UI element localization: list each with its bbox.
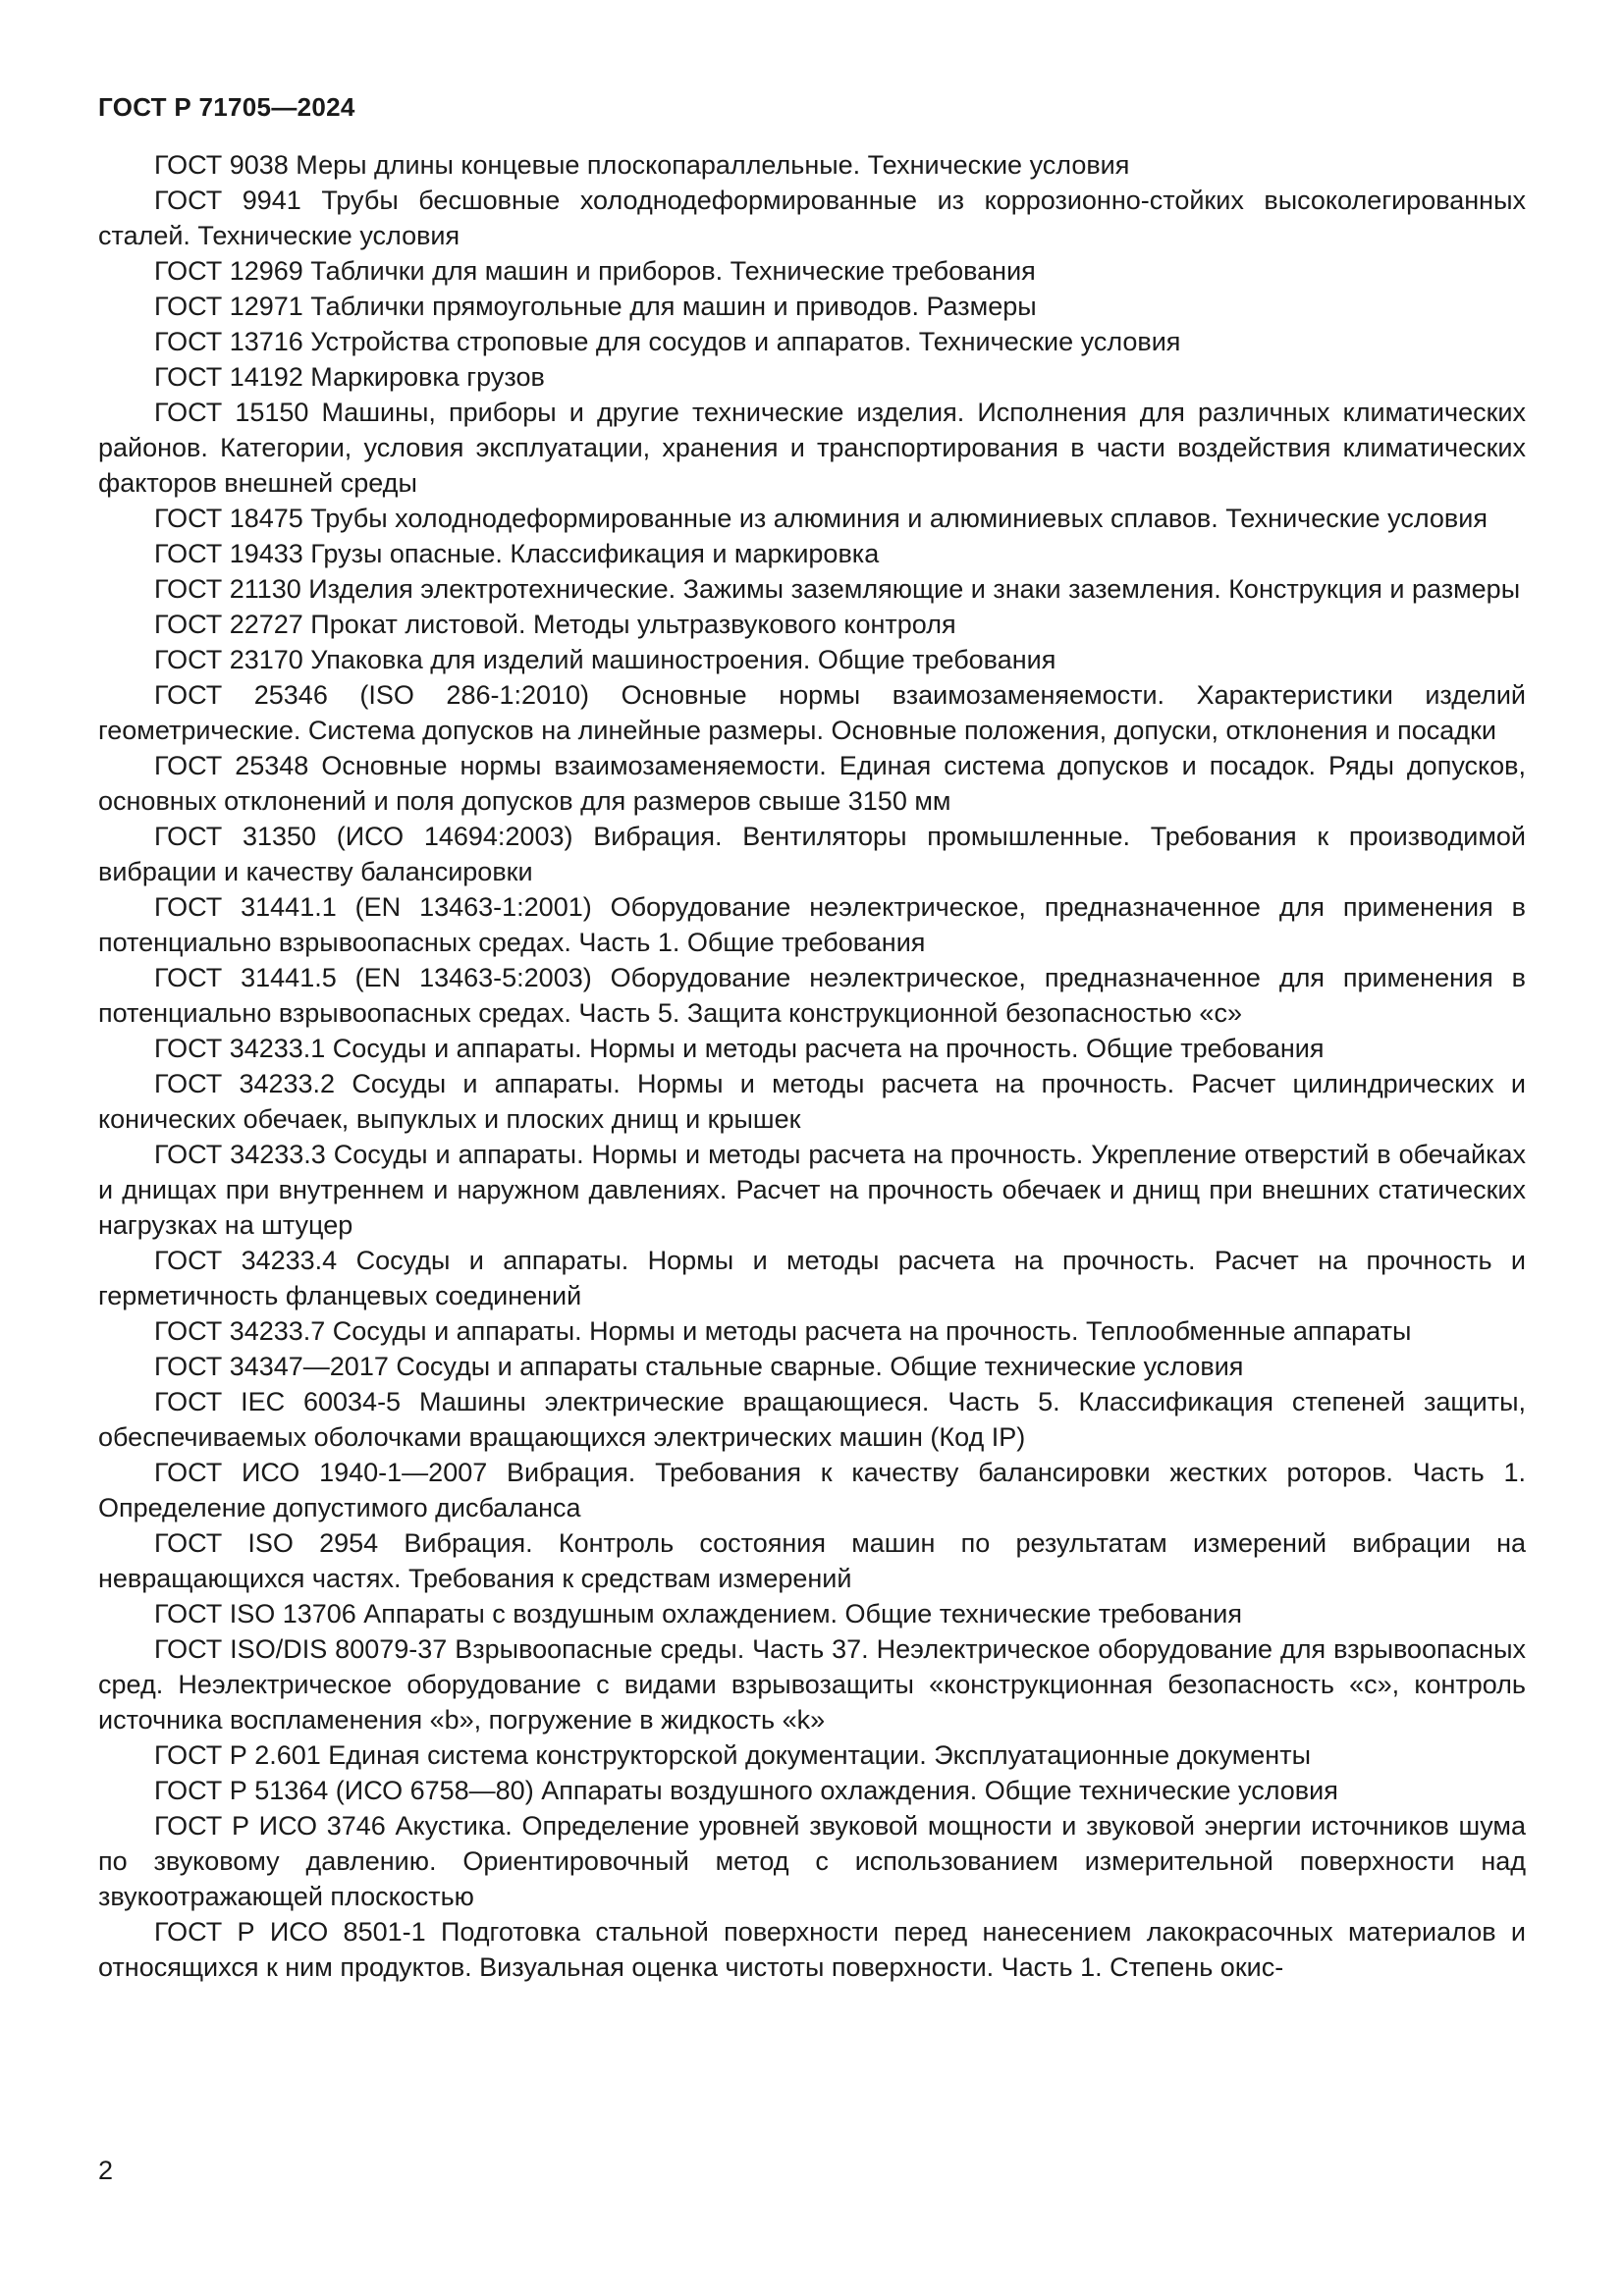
references-list <box>98 147 1526 1985</box>
reference-paragraph: ГОСТ Р ИСО 3746 Акустика. Определение уровней звуковой мощности и звуковой энергии источников шума по звуковому давлению. Ориентировочный метод с использованием измерительной поверхности над звукоотражающей плоскостью <box>98 1811 1526 1911</box>
reference-paragraph: ГОСТ 25348 Основные нормы взаимозаменяемости. Единая система допусков и посадок. Ряды допусков, основных отклонений и поля допусков для размеров свыше 3150 мм <box>98 751 1526 816</box>
reference-paragraph: ГОСТ 19433 Грузы опасные. Классификация и маркировка <box>154 539 880 568</box>
reference-paragraph: ГОСТ 34233.7 Сосуды и аппараты. Нормы и методы расчета на прочность. Теплообменные аппараты <box>154 1316 1412 1346</box>
reference-paragraph: ГОСТ 23170 Упаковка для изделий машиностроения. Общие требования <box>154 645 1056 674</box>
reference-paragraph: ГОСТ Р 2.601 Единая система конструкторской документации. Эксплуатационные документы <box>154 1740 1311 1770</box>
reference-paragraph: ГОСТ 34233.2 Сосуды и аппараты. Нормы и методы расчета на прочность. Расчет цилиндрических и конических обечаек, выпуклых и плоских днищ и крышек <box>98 1069 1526 1134</box>
reference-paragraph: ГОСТ ИСО 1940-1—2007 Вибрация. Требования к качеству балансировки жестких роторов. Часть 1. Определение допустимого дисбаланса <box>98 1458 1526 1522</box>
reference-paragraph: ГОСТ 34233.3 Сосуды и аппараты. Нормы и методы расчета на прочность. Укрепление отверстий в обечайках и днищах при внутреннем и наружном давлениях. Расчет на прочность обечаек и днищ при внешних статических нагрузках на штуцер <box>98 1140 1526 1240</box>
reference-paragraph: ГОСТ 14192 Маркировка грузов <box>154 362 545 392</box>
reference-paragraph: ГОСТ Р ИСО 8501-1 Подготовка стальной поверхности перед нанесением лакокрасочных материалов и относящихся к ним продуктов. Визуальная оценка чистоты поверхности. Часть 1. Степень окис- <box>98 1917 1526 1982</box>
reference-paragraph: ГОСТ ISO 2954 Вибрация. Контроль состояния машин по результатам измерений вибрации на невращающихся частях. Требования к средствам измерений <box>98 1528 1526 1593</box>
reference-paragraph: ГОСТ IEC 60034-5 Машины электрические вращающиеся. Часть 5. Классификация степеней защиты, обеспечиваемых оболочками вращающихся электрических машин (Код IP) <box>98 1387 1526 1452</box>
document-header: ГОСТ Р 71705—2024 <box>98 92 355 122</box>
reference-paragraph: ГОСТ 21130 Изделия электротехнические. Зажимы заземляющие и знаки заземления. Конструкция и размеры <box>154 574 1521 604</box>
reference-paragraph: ГОСТ 31350 (ИСО 14694:2003) Вибрация. Вентиляторы промышленные. Требования к производимой вибрации и качеству балансировки <box>98 822 1526 886</box>
reference-paragraph: ГОСТ Р 51364 (ИСО 6758—80) Аппараты воздушного охлаждения. Общие технические условия <box>154 1776 1338 1805</box>
reference-paragraph: ГОСТ 13716 Устройства строповые для сосудов и аппаратов. Технические условия <box>154 327 1181 356</box>
reference-paragraph: ГОСТ 12969 Таблички для машин и приборов. Технические требования <box>154 256 1036 286</box>
reference-paragraph: ГОСТ ISO/DIS 80079-37 Взрывоопасные среды. Часть 37. Неэлектрическое оборудование для взрывоопасных сред. Неэлектрическое оборудование с видами взрывозащиты «конструкционная безопасность «c», контроль источника воспламенения «b», погружение в жидкость «k» <box>98 1634 1526 1735</box>
reference-paragraph: ГОСТ 18475 Трубы холоднодеформированные из алюминия и алюминиевых сплавов. Технические условия <box>154 504 1488 533</box>
reference-paragraph: ГОСТ 12971 Таблички прямоугольные для машин и приводов. Размеры <box>154 292 1037 321</box>
reference-paragraph: ГОСТ 34233.1 Сосуды и аппараты. Нормы и методы расчета на прочность. Общие требования <box>154 1034 1325 1063</box>
reference-paragraph: ГОСТ 9038 Меры длины концевые плоскопараллельные. Технические условия <box>154 150 1130 180</box>
reference-paragraph: ГОСТ 31441.1 (EN 13463-1:2001) Оборудование неэлектрическое, предназначенное для применения в потенциально взрывоопасных средах. Часть 1. Общие требования <box>98 892 1526 957</box>
reference-paragraph: ГОСТ 9941 Трубы бесшовные холоднодеформированные из коррозионно-стойких высоколегированных сталей. Технические условия <box>98 186 1526 250</box>
reference-paragraph: ГОСТ 34233.4 Сосуды и аппараты. Нормы и методы расчета на прочность. Расчет на прочность и герметичность фланцевых соединений <box>98 1246 1526 1310</box>
reference-paragraph: ГОСТ 25346 (ISO 286-1:2010) Основные нормы взаимозаменяемости. Характеристики изделий геометрические. Система допусков на линейные размеры. Основные положения, допуски, отклонения и посадки <box>98 680 1526 745</box>
reference-paragraph: ГОСТ ISO 13706 Аппараты с воздушным охлаждением. Общие технические требования <box>154 1599 1243 1629</box>
reference-paragraph: ГОСТ 34347—2017 Сосуды и аппараты стальные сварные. Общие технические условия <box>154 1352 1244 1381</box>
reference-paragraph: ГОСТ 31441.5 (EN 13463-5:2003) Оборудование неэлектрическое, предназначенное для применения в потенциально взрывоопасных средах. Часть 5. Защита конструкционной безопасностью «c» <box>98 963 1526 1028</box>
reference-paragraph: ГОСТ 15150 Машины, приборы и другие технические изделия. Исполнения для различных климатических районов. Категории, условия эксплуатации, хранения и транспортирования в части воздействия климатических факторов внешней среды <box>98 398 1526 498</box>
reference-paragraph: ГОСТ 22727 Прокат листовой. Методы ультразвукового контроля <box>154 610 956 639</box>
page-number: 2 <box>98 2156 114 2185</box>
